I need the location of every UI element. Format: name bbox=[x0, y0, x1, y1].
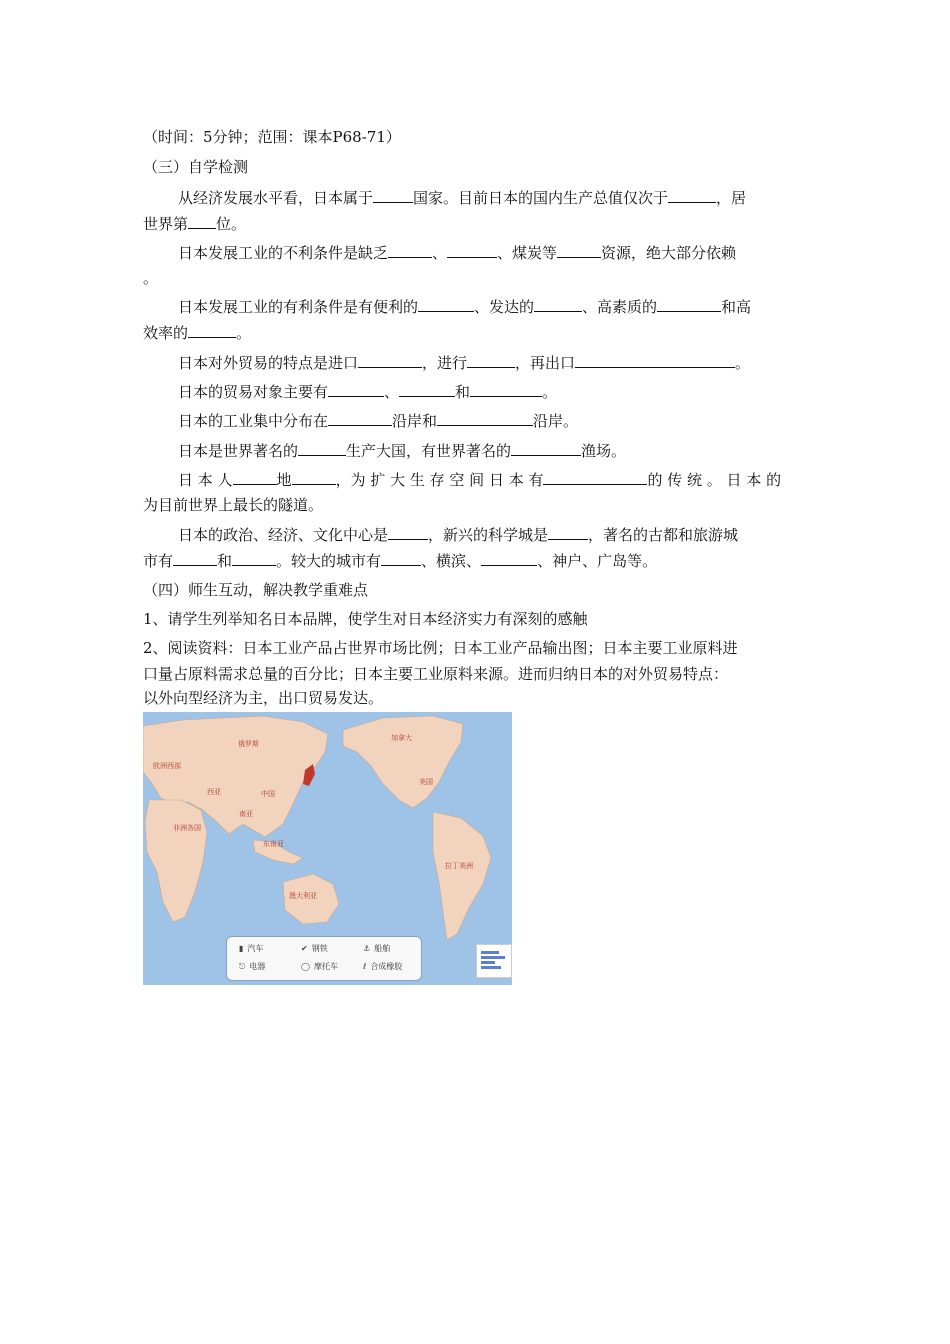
answer-blank[interactable] bbox=[470, 381, 542, 397]
ship-icon: ⚓ bbox=[363, 944, 371, 953]
steel-icon: ✔ bbox=[301, 944, 308, 953]
question-economy: 从经济发展水平看，日本属于 国家。目前日本的国内生产总值仅次于 ，居 bbox=[178, 189, 747, 207]
africa-landmass bbox=[145, 800, 207, 922]
answer-blank[interactable] bbox=[399, 381, 455, 397]
answer-blank[interactable] bbox=[388, 524, 428, 540]
legend-rubber: ℓ 合成橡胶 bbox=[363, 962, 403, 971]
answer-blank[interactable] bbox=[467, 352, 515, 368]
activity-2: 2、阅读资料：日本工业产品占世界市场比例；日本工业产品输出图；日本主要工业原料进 bbox=[143, 639, 738, 657]
answer-blank[interactable] bbox=[548, 524, 588, 540]
answer-blank[interactable] bbox=[292, 469, 336, 485]
car-icon: ▮ bbox=[239, 944, 244, 953]
answer-blank[interactable] bbox=[668, 187, 716, 203]
activity-1: 1、请学生列举知名日本品牌，使学生对日本经济实力有深刻的感触 bbox=[143, 610, 588, 628]
question-population: 日 本 人 地 ，为 扩 大 生 存 空 间 日 本 有 的 传 统 。 日 本 的 bbox=[178, 471, 782, 489]
map-label-usa: 美国 bbox=[419, 778, 433, 786]
plug-icon: ⎋ bbox=[239, 962, 246, 971]
question-partners: 日本的贸易对象主要有 、 和 。 bbox=[178, 383, 558, 401]
answer-blank[interactable] bbox=[298, 440, 346, 456]
north-america-landmass bbox=[343, 716, 463, 808]
answer-blank[interactable] bbox=[373, 187, 413, 203]
south-america-landmass bbox=[433, 812, 491, 940]
rubber-icon: ℓ bbox=[363, 962, 367, 971]
answer-blank[interactable] bbox=[328, 381, 384, 397]
answer-blank[interactable] bbox=[481, 550, 537, 566]
answer-blank[interactable] bbox=[328, 410, 392, 426]
answer-blank[interactable] bbox=[232, 550, 276, 566]
answer-blank[interactable] bbox=[381, 550, 421, 566]
map-label-australia: 澳大利亚 bbox=[289, 892, 317, 900]
answer-blank[interactable] bbox=[575, 352, 735, 368]
question-cities-cont: 市有 和 。较大的城市有 、横滨、 、神户、广岛等。 bbox=[143, 552, 658, 570]
chart-thumbnail bbox=[476, 944, 512, 978]
map-label-africa: 非洲各国 bbox=[173, 824, 201, 832]
map-label-west-asia: 西亚 bbox=[207, 788, 221, 796]
answer-blank[interactable] bbox=[557, 242, 601, 258]
japan-export-map bbox=[143, 712, 512, 985]
map-label-russia: 俄罗斯 bbox=[238, 740, 259, 748]
answer-blank[interactable] bbox=[657, 296, 721, 312]
answer-blank[interactable] bbox=[188, 322, 236, 338]
time-range-text: （时间：5分钟；范围：课本P68-71） bbox=[143, 128, 401, 146]
section-heading-4: （四）师生互动，解决教学重难点 bbox=[143, 581, 369, 599]
question-trade: 日本对外贸易的特点是进口 ，进行 ，再出口 。 bbox=[178, 354, 751, 372]
legend-electric: ⎋ 电器 bbox=[239, 962, 266, 971]
answer-blank[interactable] bbox=[233, 469, 277, 485]
question-unfavorable-cont: 。 bbox=[143, 269, 159, 287]
activity-2-cont2: 以外向型经济为主，出口贸易发达。 bbox=[143, 689, 384, 707]
prep-time-line bbox=[143, 127, 401, 147]
question-unfavorable: 日本发展工业的不利条件是缺乏 、 、煤炭等 资源，绝大部分依赖 bbox=[178, 244, 737, 262]
answer-blank[interactable] bbox=[543, 469, 647, 485]
map-label-w-europe: 欧洲西部 bbox=[153, 762, 181, 770]
legend-car: ▮ 汽车 bbox=[239, 944, 264, 953]
legend-ship: ⚓ 船舶 bbox=[363, 944, 391, 953]
question-favorable: 日本发展工业的有利条件是有便利的 、发达的 、高素质的 和高 bbox=[178, 298, 752, 316]
answer-blank[interactable] bbox=[358, 352, 422, 368]
question-cities: 日本的政治、经济、文化中心是 ，新兴的科学城是 ，著名的古都和旅游城 bbox=[178, 526, 739, 544]
map-label-se-asia: 东南亚 bbox=[263, 840, 284, 848]
answer-blank[interactable] bbox=[418, 296, 474, 312]
answer-blank[interactable] bbox=[447, 242, 497, 258]
legend-steel: ✔ 钢铁 bbox=[301, 944, 328, 953]
map-label-south-asia: 南亚 bbox=[239, 810, 253, 818]
answer-blank[interactable] bbox=[511, 440, 581, 456]
answer-blank[interactable] bbox=[534, 296, 582, 312]
question-economy-cont: 世界第 位。 bbox=[143, 215, 247, 233]
question-population-cont: 为目前世界上最长的隧道。 bbox=[143, 496, 324, 514]
legend-motorcycle: ◯ 摩托车 bbox=[301, 962, 338, 971]
map-legend bbox=[226, 936, 422, 981]
map-label-latin-america: 拉丁美洲 bbox=[445, 862, 473, 870]
question-fishery: 日本是世界著名的 生产大国，有世界著名的 渔场。 bbox=[178, 442, 627, 460]
map-label-china: 中国 bbox=[261, 790, 275, 798]
motorcycle-icon: ◯ bbox=[301, 962, 310, 971]
answer-blank[interactable] bbox=[173, 550, 217, 566]
activity-2-cont: 口量占原料需求总量的百分比；日本主要工业原料来源。进而归纳日本的对外贸易特点： bbox=[143, 665, 729, 683]
answer-blank[interactable] bbox=[388, 242, 432, 258]
section-heading-3: （三）自学检测 bbox=[143, 158, 249, 176]
answer-blank[interactable] bbox=[437, 410, 533, 426]
map-label-canada: 加拿大 bbox=[391, 734, 412, 742]
answer-blank[interactable] bbox=[188, 213, 216, 229]
question-favorable-cont: 效率的 。 bbox=[143, 324, 252, 342]
question-industry-area: 日本的工业集中分布在 沿岸和 沿岸。 bbox=[178, 412, 579, 430]
